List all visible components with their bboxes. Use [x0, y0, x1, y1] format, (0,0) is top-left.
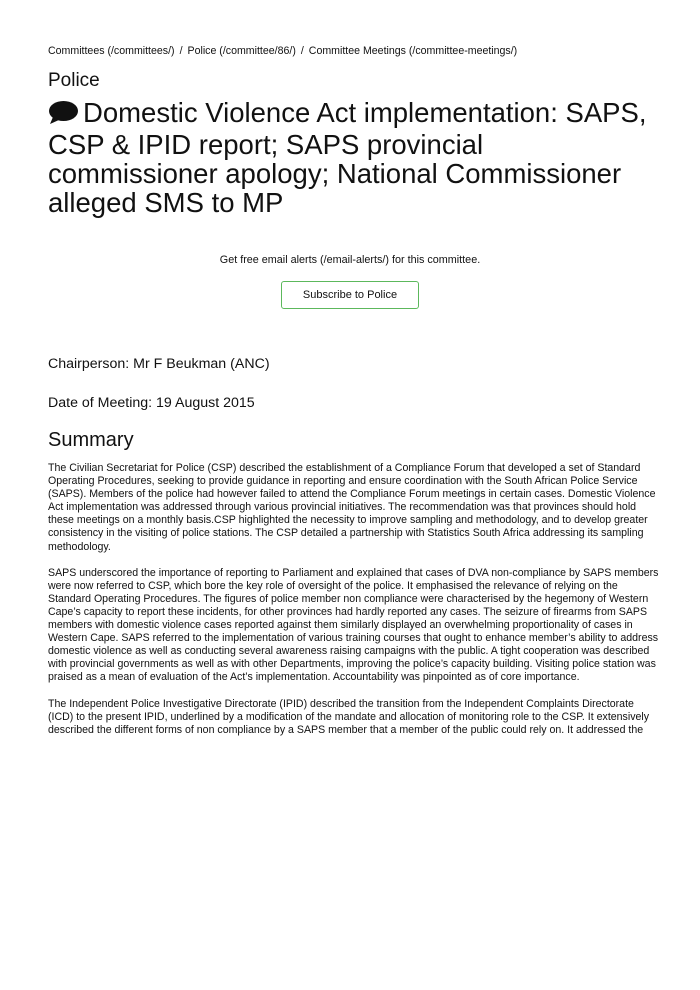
summary-paragraph: The Civilian Secretariat for Police (CSP) described the establishment of a Compliance Forum that developed a set of Standard Operating Procedures, seeking to provide guidance in reporting and ensure coordination with the South African Police Service (SAPS). Members of the police had however failed to attend the Compliance Forum meetings in certain cases. Domestic Violence Act implementation was addressed through various provincial initiatives. The recommendation was that provinces should hold these meetings on a monthly basis.CSP highlighted the necessity to improve sampling and methodology, and to develop greater consistency in the visiting of police stations. The CSP detailed a partnership with Statistics South Africa addressing its sampling methodology. [48, 462, 656, 553]
committee-name: Police [48, 70, 100, 91]
speech-bubble-icon [48, 100, 79, 130]
breadcrumb-committee-meetings-link[interactable]: Committee Meetings (/committee-meetings/) [308, 45, 518, 57]
breadcrumb-police-link[interactable]: Police (/committee/86/) [187, 45, 296, 57]
email-alerts-text[interactable]: Get free email alerts (/email-alerts/) for this committee. [219, 254, 481, 266]
summary-body [48, 462, 660, 750]
page-title [48, 98, 660, 217]
page-title-text: Domestic Violence Act implementation: SAPS, CSP & IPID report; SAPS provincial commissioner apology; National Commissioner alleged SMS to MP [48, 97, 647, 218]
breadcrumb-committees-link[interactable]: Committees (/committees/) [48, 45, 175, 57]
summary-paragraph: SAPS underscored the importance of reporting to Parliament and explained that cases of DVA non-compliance by SAPS members were now referred to CSP, which bore the key role of oversight of the police. It emphasised the relevance of relying on the Standard Operating Procedures. The figures of police member non compliance were characterised by the hegemony of Western Cape’s capacity to report these incidents, for other provinces had hardly reported any cases. The seizure of firearms from SAPS members with domestic violence cases reported against them similarly displayed an overwhelming proportionality of cases in Western Cape. SAPS referred to the implementation of various training courses that ought to enhance member’s ability to address domestic violence as well as conducting several awareness raising campaigns with the public. A tight cooperation was described with provincial governments as well as with other Departments, improving the police’s capacity building. Visiting police station was praised as a mean of evaluation of the Act’s implementation. Accountability was pinpointed as of core importance. [48, 566, 659, 684]
summary-paragraph: The Independent Police Investigative Directorate (IPID) described the transition from the Independent Complaints Directorate (ICD) to the present IPID, underlined by a modification of the mandate and allocation of monitoring role to the CSP. It extensively described the different forms of non compliance by a SAPS member that a member of the public could rely on. It addressed the [48, 697, 650, 736]
chairperson: Chairperson: Mr F Beukman (ANC) [48, 356, 270, 372]
breadcrumb-separator: / [300, 45, 304, 57]
meeting-date: Date of Meeting: 19 August 2015 [48, 395, 255, 411]
breadcrumb [48, 45, 517, 57]
breadcrumb-separator: / [179, 45, 183, 57]
subscribe-button[interactable]: Subscribe to Police [281, 281, 419, 309]
summary-heading: Summary [48, 429, 134, 451]
